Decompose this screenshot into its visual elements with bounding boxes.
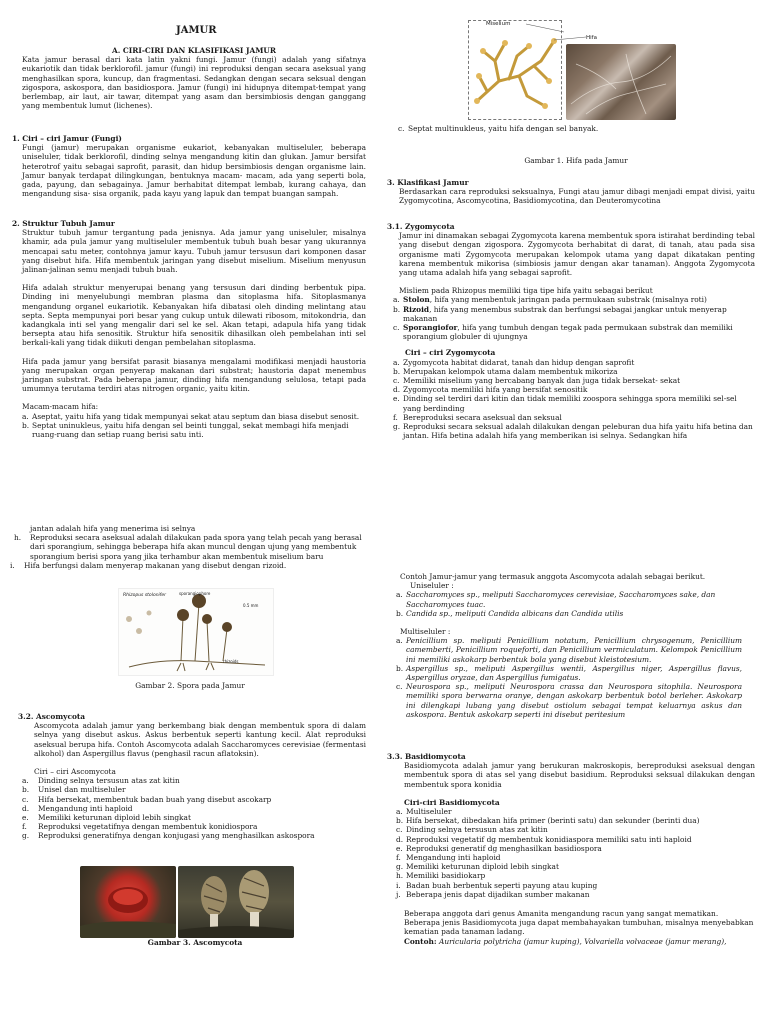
continuation-text: jantan adalah hifa yang menerima isi selnya (30, 524, 196, 533)
ciri-basidiomycota-heading: Ciri-ciri Basidiomycota (404, 797, 500, 807)
list-item: a. Aseptat, yaitu hifa yang tidak mempunyai sekat atau septum dan biasa disebut senosit. (22, 411, 360, 421)
macam-hifa-heading: Macam-macam hifa: (22, 402, 99, 412)
section-3-3-heading: 3.3. Basidiomycota (387, 752, 466, 761)
list-item: e. Dinding sel terdiri dari kitin dan tidak memiliki zoospora sehingga spora memiliki sel-sel yang berdinding (393, 394, 737, 413)
rhizopus-intro: Misliem pada Rhizopus memiliki tiga tipe hifa yaitu sebagai berikut (399, 286, 653, 296)
list-item: e. Memiliki keturunan diploid lebih singkat (22, 813, 191, 823)
list-item: f. Mengandung inti haploid (396, 853, 501, 863)
section-3-heading: 3. Klasifikasi Jamur (387, 178, 469, 187)
section-2-heading: 2. Struktur Tubuh Jamur (12, 219, 115, 228)
list-item: b. Hifa bersekat, dibedakan hifa primer (berinti satu) dan sekunder (berinti dua) (396, 816, 700, 826)
list-item: d. Mengandung inti haploid (22, 803, 133, 813)
page-title: JAMUR (176, 25, 217, 36)
ciri-basidiomycota-list (396, 807, 755, 899)
list-item: e. Reproduksi generatif dg menghasilkan basidiospora (396, 843, 602, 853)
multiseluler-heading: Multiseluler : (400, 627, 451, 637)
figure-2-label-scale: 0.5 mm (243, 603, 259, 608)
list-item: d. Reproduksi vegetatif dg membentuk konidiaspora memiliki satu inti haploid (396, 834, 692, 844)
ciri-ascomycota-list (22, 776, 366, 840)
contoh-line: Contoh: Auricularia polytricha (jamur kuping), Volvariella volvaceae (jamur merang), (404, 936, 727, 946)
section-3-2-text: Ascomycota adalah jamur yang berkembang biak dengan membentuk spora di dalam selnya yang disebut askus. Askus berbentuk seperti kantung kecil. Alat reproduksi aseksual berupa hifa. Contoh Ascomycota adalah Saccharomyces cerevisiae (fermentasi alkohol) dan Aspergillus flavus (penghasil racun aflatoksin). (34, 721, 366, 758)
section-2-paragraph-3: Hifa pada jamur yang bersifat parasit biasanya mengalami modifikasi menjadi haustoria yang merupakan organ penyerap makanan dari substrat; haustoria dapat menembus jaringan substrat. Pada beberapa jamur, dinding hifa mengandung selulosa, tetapi pada umumnya terutama terdiri atas nitrogen organic, yaitu kitin. (22, 356, 366, 394)
miselium-label: Miselium (486, 21, 511, 27)
ascomycota-examples (390, 572, 742, 719)
list-item: f. Bereproduksi secara aseksual dan seksual (393, 412, 562, 422)
figure-1-caption: Gambar 1. Hifa pada Jamur (524, 156, 628, 165)
ciri-zygomycota-list-continued (10, 533, 366, 570)
section-a-intro: Kata jamur berasal dari kata latin yakni fungi. Jamur (fungi) adalah yang sifatnya eukariotik dan tidak berklorofil. jamur (fungi) ini reproduksi dengan secara aseksual yang menghasilkan spora, kuncup, dan fragmentasi. Sedangkan dengan secara seksual dengan zigospora, askospora, dan basidiospora. Jamur (fungi) ini hidupnya ditempat-tempat yang berlembap, air laut, air tawar, ditempat yang asam dan bersimbiosis dengan ganggang yang membentuk lumut (lichenes). (22, 55, 366, 111)
list-item: a. Dinding selnya tersusun atas zat kitin (22, 776, 180, 786)
list-item: i. Badan buah berbentuk seperti payung atau kuping (396, 880, 598, 890)
amanita-note: Beberapa anggota dari genus Amanita mengandung racun yang sangat mematikan. (404, 909, 719, 919)
closing-text (404, 909, 755, 946)
list-item: a. Saccharomyces sp., meliputi Saccharomyces cerevisiae, Saccharomyces sake, dan Saccharomyces tuac. (396, 590, 716, 609)
list-item: c. Hifa bersekat, membentuk badan buah yang disebut ascokarp (22, 794, 272, 804)
figure-3-photo-morel (178, 866, 294, 938)
macam-hifa-list (22, 412, 366, 440)
list-item: b. Aspergillus sp., meliputi Aspergillus wentii, Aspergillus niger, Aspergillus flavus, Aspergillus oryzae, dan Aspergillus fumigatus. (396, 663, 742, 683)
figure-2-caption: Gambar 2. Spora pada Jamur (135, 681, 245, 690)
section-3 (387, 178, 755, 206)
list-item: a. Stolon, hifa yang membentuk jaringan pada permukaan substrak (misalnya roti) (393, 295, 707, 305)
hifa-label: Hifa (586, 35, 597, 41)
multiseluler-list (396, 636, 742, 719)
section-3-1-text: Jamur ini dinamakan sebagai Zygomycota karena membentuk spora istirahat berdinding tebal yang disebut dengan zigospora. Zygomycota berhabitat di darat, di tanah, atau pada sisa organisme mati Zygomycota merupakan kelompok utama yang dapat dikatakan penting karena membentuk mikorisa (simbiosis jamur dengan akar tanaman). Anggota Zygomycota yang utama adalah hifa yang sebagai saprofit. (399, 231, 755, 278)
ciri-ascomycota-heading: Ciri – ciri Ascomycota (34, 767, 116, 777)
list-item: a. Zygomycota habitat didarat, tanah dan hidup dengan saprofit (393, 357, 635, 367)
list-item: c. Memiliki miselium yang bercabang banyak dan juga tidak bersekat- sekat (393, 376, 681, 386)
hifa-types-list (393, 295, 755, 341)
ciri-zygomycota-list (393, 358, 755, 441)
list-item: i. Hifa berfungsi dalam menyerap makanan yang disebut dengan rizoid. (10, 560, 287, 570)
section-2-paragraph-2: Hifa adalah struktur menyerupai benang yang tersusun dari dinding berbentuk pipa. Dinding ini menyelubungi membran plasma dan sitoplasma hifa. Sitoplasmanya mengandung organel eukariotik. Kebanyakan hifa dibatasi oleh dinding melintang atau septa. Septa mempunyai pori besar yang cukup untuk dilewati ribosom, mitokondria, dan kadangkala inti sel yang mengalir dari sel ke sel. Akan tetapi, adapula hifa yang tidak bersepta atau hifa senositik. Struktur hifa senositik dihasilkan oleh pembelahan inti sel berkali-kali yang tidak diikuti dengan pembelahan sitoplasma. (22, 283, 366, 348)
figure-3-photo-cup-fungus (80, 866, 176, 938)
list-item: h. Reproduksi secara aseksual adalah dilakukan pada spora yang telah pecah yang berasal dari sporangium, sehingga beberapa hifa akan muncul dengan ujung yang membentuk sporangium berisi spora yang jika terhambur akan membentuk miselium baru (14, 533, 362, 561)
section-3-1-heading: 3.1. Zygomycota (387, 222, 455, 231)
section-1-heading: 1. Ciri – ciri Jamur (Fungi) (12, 134, 122, 143)
list-item: a. Penicillium sp. meliputi Penicillium notatum, Penicillium chrysogenum, Penicillium camemberti, Penicillium roqueforti, dan Penicillium vermiculatum. Kelompok Penicillium ini memiliki askokarp berbentuk bola yang disebut kleistotesium. (396, 636, 742, 664)
list-item: f. Reproduksi vegetatifnya dengan membentuk konidiospora (22, 822, 258, 832)
list-item: b. Unisel dan multiseluler (22, 785, 126, 795)
list-item: c. Sporangiofor, hifa yang tumbuh dengan tegak pada permukaan substrak dan memiliki sporangium globuler di ujungnya (393, 323, 733, 342)
figure-2-rhizopus-drawing (118, 588, 274, 676)
figure-2-label-species: Rhizopus stolonifer (123, 593, 166, 598)
list-item: c. Dinding selnya tersusun atas zat kitin (396, 825, 548, 835)
section-3-2 (18, 712, 366, 841)
section-3-1 (387, 222, 755, 440)
uniseluler-heading: Uniseluler : (410, 581, 454, 591)
figure-2-label-rhizoids: rhizoids (223, 659, 239, 664)
list-item: c. Septat multinukleus, yaitu hifa dengan sel banyak. (398, 124, 599, 133)
uniseluler-list (396, 590, 742, 618)
plant-damage-note: Beberapa jenis Basidiomycota juga dapat membahayakan tumbuhan, misalnya menyebabkan kematian pada tanaman ladang. (404, 918, 754, 937)
list-item: c. Neurospora sp., meliputi Neurospora crassa dan Neurospora sitophila. Neurospora memiliki spora berwarna oranye, dengan askokarp berbentuk botol berleher. Askokarp ini dilengkapi lubang yang disebut ostiolum sebagai tempat keluarnya askus dan askospora. Bentuk askokarp seperti ini disebut peritesium (396, 682, 742, 719)
list-item: d. Zygomycota memiliki hifa yang bersifat senositik (393, 385, 588, 395)
list-item: b. Candida sp., meliputi Candida albicans dan Candida utilis (396, 608, 624, 618)
section-1 (12, 134, 366, 198)
list-item: h. Memiliki basidiokarp (396, 871, 486, 881)
list-item: j. Beberapa jenis dapat dijadikan sumber makanan (396, 889, 590, 899)
section-3-3-text: Basidiomycota adalah jamur yang berukuran makroskopis, bereproduksi aseksual dengan membentuk spora di atas sel yang disebut basidium. Reproduksi seksual dilakukan dengan membentuk spora konidia (404, 761, 755, 789)
left-column-top (22, 46, 366, 110)
section-2-paragraph-1: Struktur tubuh jamur tergantung pada jenisnya. Ada jamur yang uniseluler, misalnya khamir, ada pula jamur yang multiseluler membentuk tubuh buah besar yang ukurannya mencapai satu meter, contohnya jamur kayu. Tubuh jamur tersusun dari komponen dasar yang disebut hifa. Hifa membentuk jaringan yang disebut miselium. Miselium menyusun jalinan-jalinan semu menjadi tubuh buah. (22, 228, 366, 275)
list-item: b. Rizoid, hifa yang menembus substrak dan berfungsi sebagai jangkar untuk menyerap makanan (393, 304, 727, 323)
ciri-zygomycota-heading: Ciri – ciri Zygomycota (405, 348, 496, 358)
list-item: g. Reproduksi secara seksual adalah dilakukan dengan peleburan dua hifa yaitu hifa betina dan jantan. Hifa betina adalah hifa yang memberikan isi selnya. Sedangkan hifa (393, 422, 753, 441)
examples-intro: Contoh Jamur-jamur yang termasuk anggota Ascomycota adalah sebagai berikut. (400, 572, 706, 581)
section-3-text: Berdasarkan cara reproduksi seksualnya, Fungi atau jamur dibagi menjadi empat divisi, yaitu Zygomycotina, Ascomycotina, Basidiomycotina, dan Deuteromycotina (399, 187, 755, 206)
figure-1-pointer-lines (524, 22, 588, 42)
figure-1-photo (566, 44, 676, 120)
list-item: a. Multiseluler (396, 807, 452, 817)
figure-3-caption: Gambar 3. Ascomycota (147, 938, 243, 947)
section-1-text: Fungi (jamur) merupakan organisme eukariot, kebanyakan multiseluler, beberapa uniseluler, tidak berklorofil, dinding selnya mengandung kitin dan glukan. Jamur bersifat heterotrof yaitu sebagai saprofit, parasit, dan hidup bersimbiosis dengan organisme lain. Jamur banyak terdapat dilingkungan, bentuknya macam- macam, ada yang seperti bola, gada, payung, dan sebagainya. Jamur berhabitat ditempat lembab, kurang cahaya, dan mengandung sisa- sisa organik, pada kayu yang lapuk dan tempat buangan sampah. (22, 143, 366, 199)
list-item: b. Merupakan kelompok utama dalam membentuk mikoriza (393, 366, 618, 376)
zygomycota-continuation (10, 524, 366, 570)
list-item: g. Reproduksi generatifnya dengan konjugasi yang menghasilkan askospora (22, 831, 315, 841)
figure-2-label-sporangiophore: sporangiophore (179, 591, 211, 596)
section-3-2-heading: 3.2. Ascomycota (18, 712, 86, 721)
section-2 (12, 219, 366, 439)
septat-multi-item (398, 124, 754, 133)
list-item: g. Memiliki keturunan diploid lebih singkat (396, 862, 559, 872)
section-3-3 (387, 752, 755, 946)
section-a-heading: A. CIRI-CIRI DAN KLASIFIKASI JAMUR (112, 46, 276, 55)
list-item: b. Septat uninukleus, yaitu hifa dengan sel beinti tunggal, sekat membagi hifa menjadi ruang-ruang dan setiap ruang berisi satu inti. (22, 420, 349, 440)
